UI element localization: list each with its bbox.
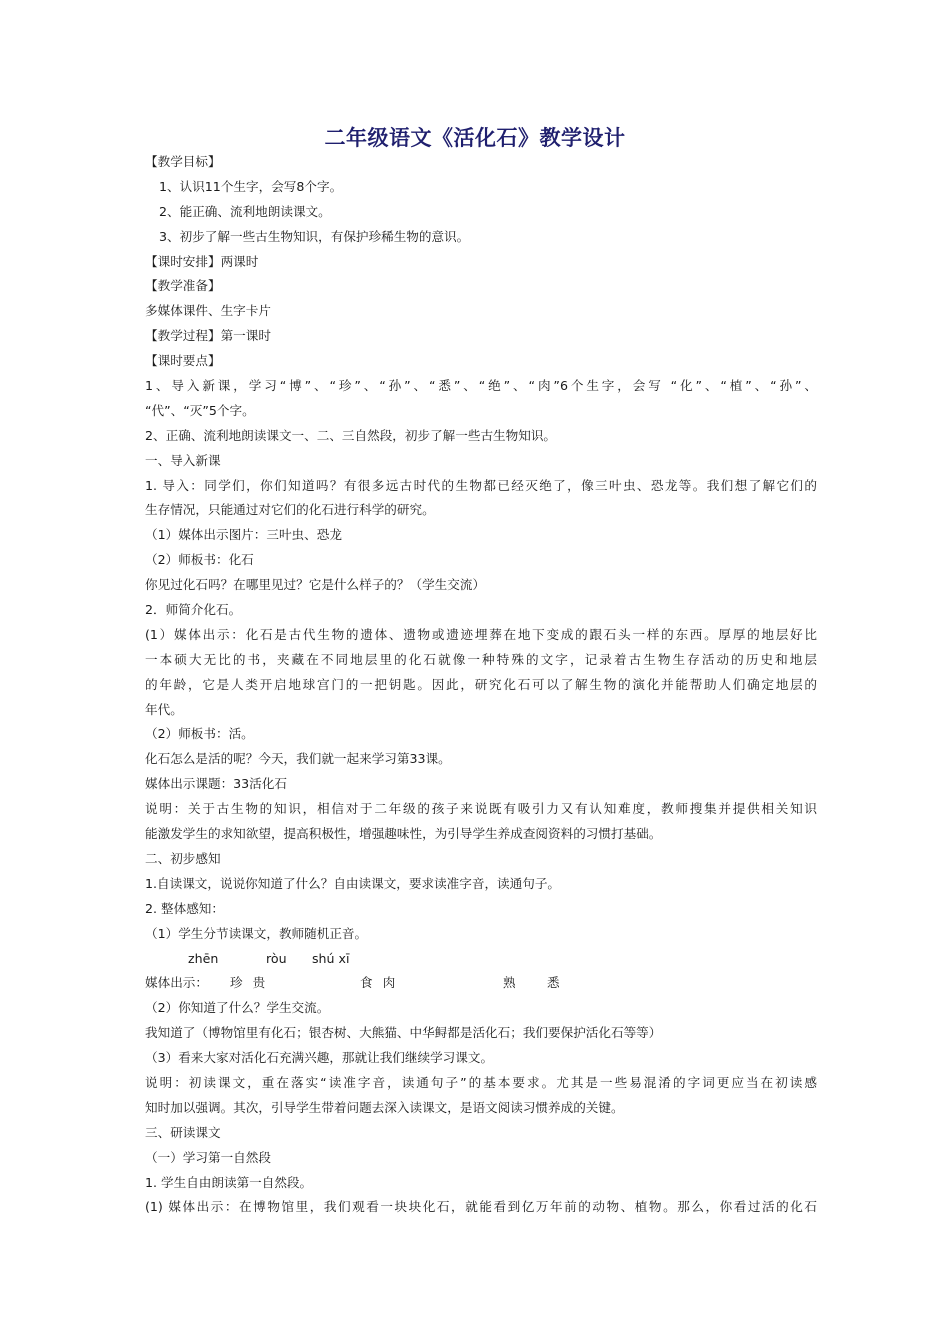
media-vocabulary-row xyxy=(145,971,817,996)
document-title: 二年级语文《活化石》教学设计 xyxy=(324,126,626,150)
section-heading-study: 三、研读课文 xyxy=(145,1124,221,1140)
section-heading-intro: 一、导入新课 xyxy=(145,452,221,468)
paragraph: 多媒体课件、生字卡片 xyxy=(145,303,271,319)
paragraph: 【课时安排】两课时 xyxy=(145,253,259,269)
pinyin-shuxi: shú xī xyxy=(312,950,350,966)
paragraph: 2、正确、流利地朗读课文一、二、三自然段，初步了解一些古生物知识。 xyxy=(145,427,557,443)
paragraph: 2. 整体感知： xyxy=(145,900,224,916)
paragraph: 1、认识11个生字，会写8个字。 xyxy=(159,178,343,194)
paragraph: 1. 学生自由朗读第一自然段。 xyxy=(145,1174,313,1190)
paragraph: 3、初步了解一些古生物知识，有保护珍稀生物的意识。 xyxy=(159,228,470,244)
paragraph: 能激发学生的求知欲望，提高积极性，增强趣味性，为引导学生养成查阅资料的习惯打基础。 xyxy=(145,826,662,842)
paragraph: 年代。 xyxy=(145,701,183,717)
document-body xyxy=(145,150,817,1220)
pinyin-zhen: zhēn xyxy=(188,950,219,966)
section-heading-prep: 【教学准备】 xyxy=(145,278,221,294)
paragraph: 知时加以强调。其次，引导学生带着问题去深入读课文，是语文阅读习惯养成的关键。 xyxy=(145,1099,624,1115)
paragraph: （1）学生分节读课文，教师随机正音。 xyxy=(145,925,368,941)
section-heading-perception: 二、初步感知 xyxy=(145,850,221,866)
paragraph: 2．师简介化石。 xyxy=(145,602,242,618)
paragraph: 说明：关于古生物的知识，相信对于二年级的孩子来说既有吸引力又有认知难度，教师搜集并提供相关知识 xyxy=(145,801,817,817)
media-label: 媒体出示： xyxy=(145,975,208,991)
paragraph: （2）师板书：活。 xyxy=(145,726,254,742)
paragraph: （2）师板书：化石 xyxy=(145,552,254,568)
paragraph: 【教学过程】第一课时 xyxy=(145,328,271,344)
paragraph: （2）你知道了什么？学生交流。 xyxy=(145,1000,330,1016)
paragraph: “代”、“灭”5个字。 xyxy=(145,402,255,418)
paragraph: 生存情况，只能通过对它们的化石进行科学的研究。 xyxy=(145,502,435,518)
paragraph: 一本硕大无比的书，夹藏在不同地层里的化石就像一种特殊的文字，记录着古生物生存活动的历史和地层 xyxy=(145,651,817,667)
word-xi: 悉 xyxy=(547,975,560,991)
paragraph: （1）媒体出示图片：三叶虫、恐龙 xyxy=(145,527,342,543)
paragraph: 你见过化石吗？在哪里见过？它是什么样子的？（学生交流） xyxy=(145,577,486,593)
pinyin-row xyxy=(145,947,817,972)
paragraph: 化石怎么是活的呢？今天，我们就一起来学习第33课。 xyxy=(145,751,451,767)
paragraph: 2、能正确、流利地朗读课文。 xyxy=(159,203,331,219)
paragraph: 1.自读课文，说说你知道了什么？自由读课文，要求读准字音，读通句子。 xyxy=(145,875,561,891)
word-shu: 熟 xyxy=(503,975,516,991)
paragraph: （一）学习第一自然段 xyxy=(145,1149,271,1165)
section-heading-goals: 【教学目标】 xyxy=(145,154,221,169)
word-zhengui: 珍 贵 xyxy=(230,975,266,991)
section-heading-points: 【课时要点】 xyxy=(145,353,221,369)
pinyin-rou: ròu xyxy=(266,950,287,966)
paragraph: (1) 媒体出示：在博物馆里，我们观看一块块化石，就能看到亿万年前的动物、植物。那么，你看过活的化石 xyxy=(145,1199,817,1215)
paragraph: 我知道了（博物馆里有化石；银杏树、大熊猫、中华鲟都是活化石；我们要保护活化石等等） xyxy=(145,1025,662,1041)
paragraph: 的年龄，它是人类开启地球宫门的一把钥匙。因此，研究化石可以了解生物的演化并能帮助人们确定地层的 xyxy=(145,676,817,692)
paragraph: 说明：初读课文，重在落实“读准字音，读通句子”的基本要求。尤其是一些易混淆的字词更应当在初读感 xyxy=(145,1074,817,1090)
word-shirou: 食 肉 xyxy=(360,975,396,991)
paragraph: (1）媒体出示：化石是古代生物的遗体、遗物或遗迹埋葬在地下变成的跟石头一样的东西。厚厚的地层好比 xyxy=(145,626,817,642)
paragraph: 1、导入新课，学习“博”、“珍”、“孙”、“悉”、“绝”、“肉”6个生字，会写 “化”、“植”、“孙”、 xyxy=(145,378,817,394)
paragraph: 1. 导入：同学们，你们知道吗？有很多远古时代的生物都已经灭绝了，像三叶虫、恐龙等。我们想了解它们的 xyxy=(145,477,817,493)
paragraph: 媒体出示课题：33活化石 xyxy=(145,776,287,792)
paragraph: （3）看来大家对活化石充满兴趣，那就让我们继续学习课文。 xyxy=(145,1050,494,1066)
